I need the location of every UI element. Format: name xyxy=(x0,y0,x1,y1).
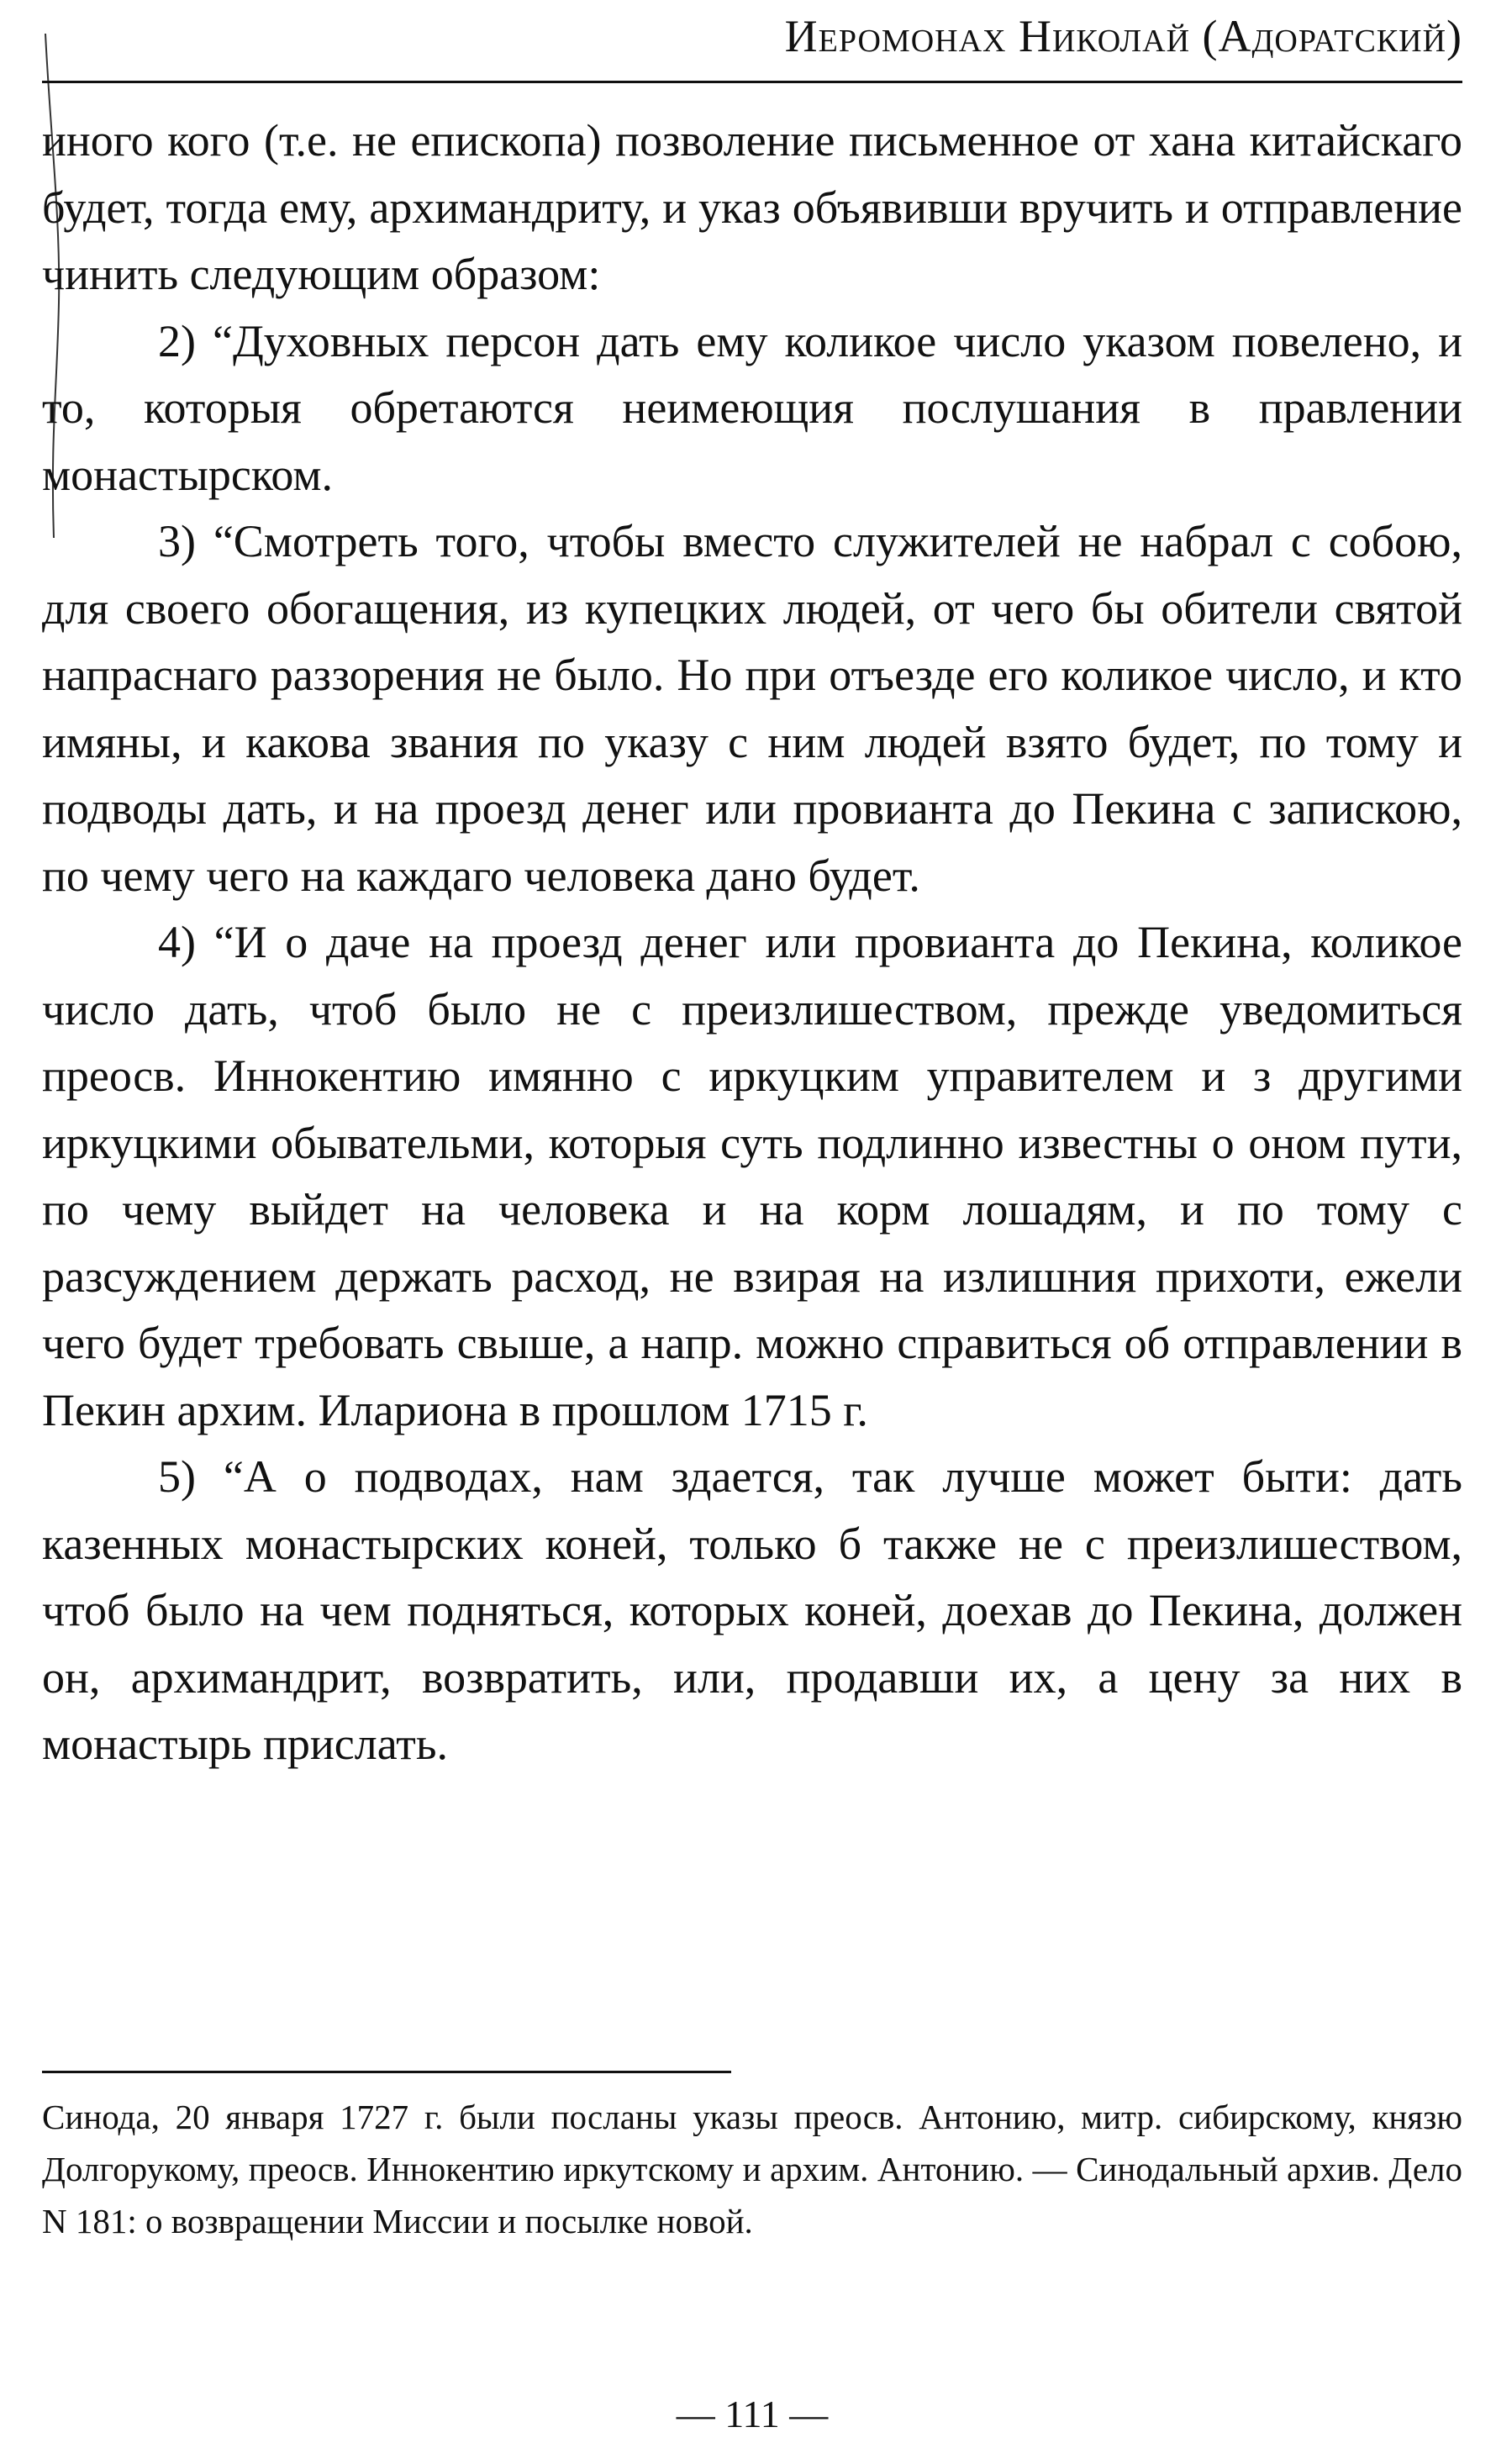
paragraph-2: 2) “Духовных персон дать ему коликое число указом повелено, и то, которыя обретаются неимеющия послушания в правлении монастырском. xyxy=(42,315,1462,500)
page-number: — 111 — xyxy=(676,2393,829,2435)
body-text xyxy=(42,108,1462,1778)
paragraph-1: иного кого (т.е. не епископа) позволение письменное от хана китайскаго будет, тогда ему, архимандриту, и указ объявивши вручить и отправление чинить следующим образом: xyxy=(42,115,1462,299)
paragraph-5: 5) “А о подводах, нам здается, так лучше может быти: дать казенных монастырских коней, только б также не с преизлишеством, чтоб было на чем подняться, которых коней, доехав до Пекина, должен он, архимандрит, возвратить, или, продавши их, а цену за них в монастырь прислать. xyxy=(42,1451,1462,1769)
running-header: Иеромонах Николай (Адоратский) xyxy=(784,11,1462,61)
footnote-rule xyxy=(42,2071,731,2073)
paragraph-3: 3) “Смотреть того, чтобы вместо служителей не набрал с собою, для своего обогащения, из купецких людей, от чего бы обители святой напраснаго раззорения не было. Но при отъезде его коликое число, и кто имяны, и какова звания по указу с ним людей взято будет, по тому и подводы дать, и на проезд денег или провианта до Пекина с запискою, по чему чего на каждаго человека дано будет. xyxy=(42,516,1462,901)
book-page xyxy=(42,0,1462,2464)
header-rule xyxy=(42,81,1462,83)
footnote: Синода, 20 января 1727 г. были посланы указы преосв. Антонию, митр. сибирскому, князю Долгорукому, преосв. Иннокентию иркутскому и архим. Антонию. — Синодальный архив. Дело N 181: о возвращении Миссии и посылке новой. xyxy=(42,2098,1462,2240)
paragraph-4: 4) “И о даче на проезд денег или провианта до Пекина, коликое число дать, чтоб было не с преизлишеством, прежде уведомиться преосв. Иннокентию имянно с иркуцким управителем и з другими иркуцкими обывательми, которыя суть подлинно известны о оном пути, по чему выйдет на человека и на корм лошадям, и по тому с разсуждением держать расход, не взирая на излишния прихоти, ежели чего будет требовать свыше, а напр. можно справиться об отправлении в Пекин архим. Илариона в прошлом 1715 г. xyxy=(42,917,1462,1435)
